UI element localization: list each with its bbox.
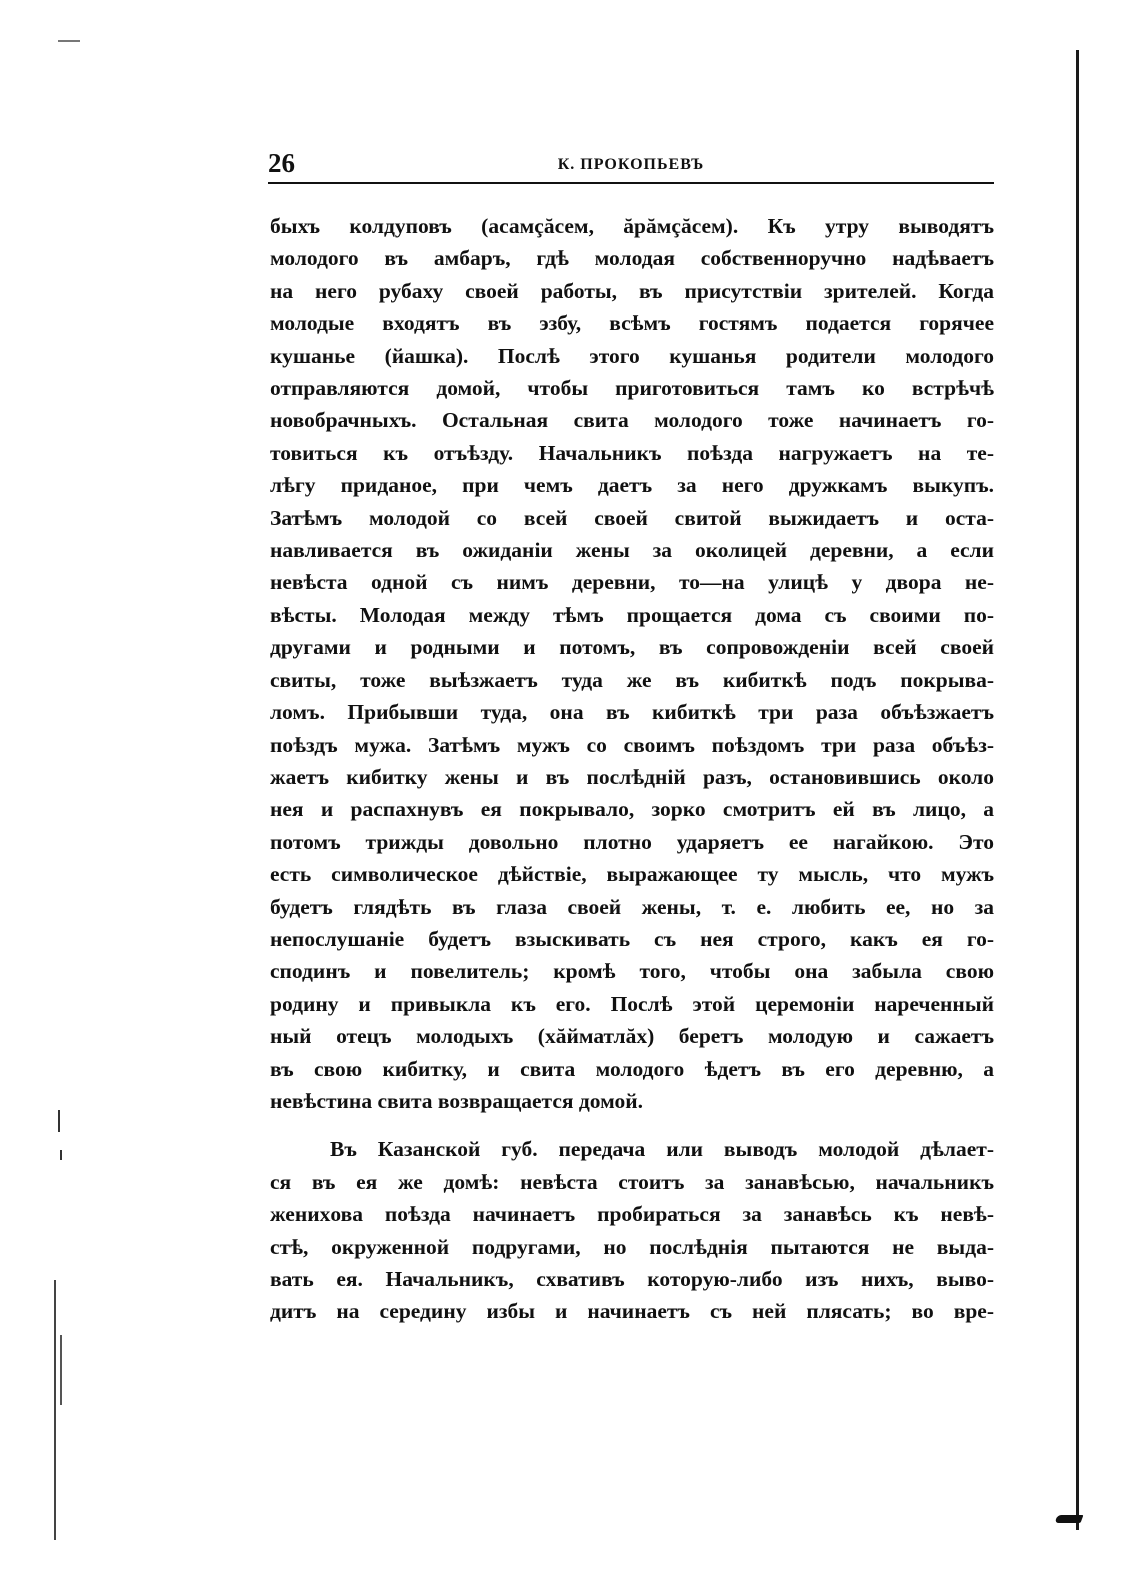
text-line: непослушанiе будетъ взыскивать съ нея строго, какъ ея го- <box>270 926 994 951</box>
text-line: молодые входятъ въ эзбу, всѣмъ гостямъ подается горячее <box>270 311 994 336</box>
text-line: родину и привыкла къ его. Послѣ этой церемонiи нареченный <box>270 991 994 1016</box>
text-line: товиться къ отъѣзду. Начальникъ поѣзда нагружаетъ на те- <box>270 440 994 465</box>
page-header <box>268 148 994 182</box>
text-line: Затѣмъ молодой со всей своей свитой выжидаетъ и оста- <box>270 505 994 530</box>
scan-artifact-blob <box>1055 1515 1084 1523</box>
text-line: невѣста одной съ нимъ деревни, то—на улицѣ у двора не- <box>270 570 994 595</box>
text-line: Въ Казанской губ. передача или выводъ молодой дѣлает- <box>330 1137 994 1162</box>
paragraph-gap <box>270 1117 994 1133</box>
text-line: кушанье (йашка). Послѣ этого кушанья родители молодого <box>270 343 994 368</box>
text-line: свиты, тоже выѣзжаетъ туда же въ кибиткѣ подъ покрыва- <box>270 667 994 692</box>
text-line: вѣсты. Молодая между тѣмъ прощается дома съ своими по- <box>270 602 994 627</box>
scan-artifact-left-mark <box>54 1280 56 1540</box>
body-text <box>270 210 994 1328</box>
text-line: жаетъ кибитку жены и въ послѣднiй разъ, остановившись около <box>270 764 994 789</box>
text-line: навливается въ ожиданiи жены за околицей деревни, а если <box>270 538 994 563</box>
text-line: ломъ. Прибывши туда, она въ кибиткѣ три раза объѣзжаетъ <box>270 700 994 725</box>
text-line: есть символическое дѣйствiе, выражающее ту мысль, что мужъ <box>270 862 994 887</box>
text-line: другами и родными и потомъ, въ сопровожденiи всей своей <box>270 635 994 660</box>
page-number: 26 <box>268 148 295 178</box>
text-line: дитъ на середину избы и начинаетъ съ ней плясать; во вре- <box>270 1299 994 1324</box>
paragraph-2 <box>270 1133 994 1327</box>
scan-artifact-left-mark <box>60 1335 62 1405</box>
scan-artifact-left-mark <box>60 1150 62 1160</box>
text-line: новобрачныхъ. Остальная свита молодого тоже начинаетъ го- <box>270 408 994 433</box>
running-head: К. ПРОКОПЬЕВЪ <box>557 156 705 173</box>
text-line: невѣстина свита возвращается домой. <box>270 1088 644 1113</box>
text-line: стѣ, окруженной подругами, но послѣднiя пытаются не выда- <box>270 1234 994 1259</box>
text-line: сподинъ и повелитель; кромѣ того, чтобы она забыла свою <box>270 959 994 984</box>
text-line: отправляются домой, чтобы приготовиться тамъ ко встрѣчѣ <box>270 376 994 401</box>
header-rule <box>268 182 994 184</box>
text-line: будетъ глядѣть въ глаза своей жены, т. е. любить ее, но за <box>270 894 994 919</box>
text-line: ный отецъ молодыхъ (хăйматлăх) беретъ молодую и сажаетъ <box>270 1024 994 1049</box>
scan-artifact-right-edge <box>1076 50 1079 1530</box>
text-line: на него рубаху своей работы, въ присутствiи зрителей. Когда <box>270 278 994 303</box>
text-line: жениxова поѣзда начинаетъ пробираться за занавѣсь къ невѣ- <box>270 1202 994 1227</box>
scan-artifact-left-mark <box>58 1110 60 1132</box>
text-line: вать ея. Начальникъ, схвативъ которую-либо изъ нихъ, выво- <box>270 1267 994 1291</box>
text-line: потомъ трижды довольно плотно ударяетъ ее нагайкою. Это <box>270 829 994 854</box>
text-line: въ свою кибитку, и свита молодого ѣдетъ въ его деревню, а <box>270 1056 994 1081</box>
text-line: ся въ ея же домѣ: невѣста стоитъ за занавѣсью, начальникъ <box>270 1169 994 1194</box>
text-line: молодого въ амбаръ, гдѣ молодая собственноручно надѣваетъ <box>270 246 994 271</box>
paragraph-1 <box>270 210 994 1117</box>
text-line: быхъ колдуповъ (асамçăсем, ăрăмçăсем). Къ утру выводятъ <box>270 214 994 238</box>
text-line: поѣздъ мужа. Затѣмъ мужъ со своимъ поѣздомъ три раза объѣз- <box>270 732 994 757</box>
text-line: лѣгу приданое, при чемъ даетъ за него дружкамъ выкупъ. <box>270 473 994 498</box>
text-line: нея и распахнувъ ея покрывало, зорко смотритъ ей въ лицо, а <box>270 797 994 822</box>
scan-artifact-dash <box>58 40 80 42</box>
